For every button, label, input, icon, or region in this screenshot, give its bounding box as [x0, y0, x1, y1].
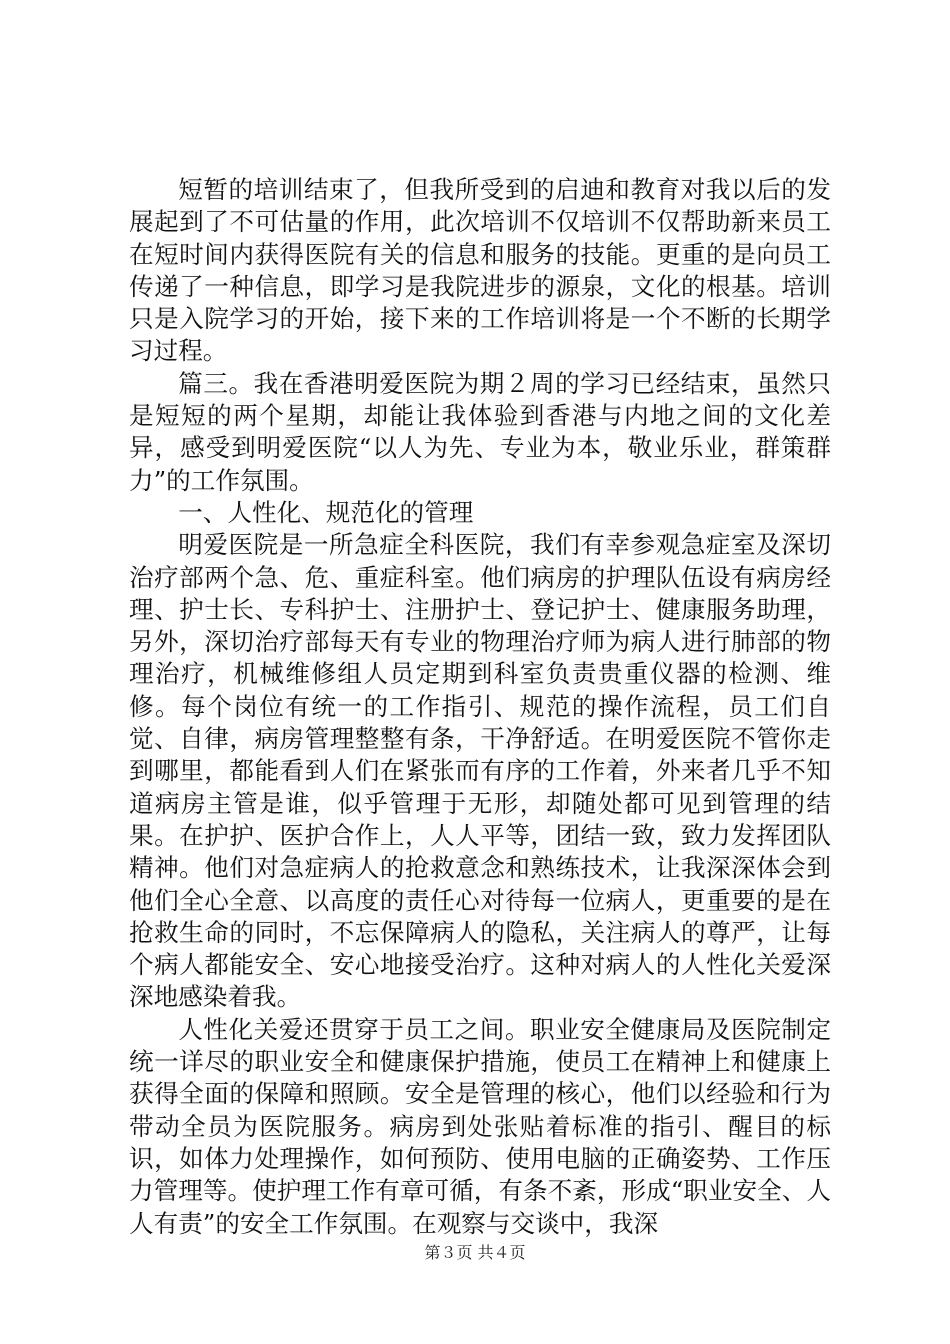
paragraph-training-summary: 短暂的培训结束了，但我所受到的启迪和教育对我以后的发展起到了不可估量的作用，此次培训不仅培训不仅帮助新来员工在短时间内获得医院有关的信息和服务的技能。更重的是向员工传递了一种信息，即学习是我院进步的源泉，文化的根基。培训只是入院学习的开始，接下来的工作培训将是一个不断的长期学习过程。 [129, 175, 831, 366]
page-footer [0, 1243, 950, 1263]
section-heading-humanized-management: 一、人性化、规范化的管理 [178, 497, 474, 527]
page-number-label: 第３页 共４页 [424, 1243, 526, 1262]
document-body [129, 174, 831, 1240]
paragraph-part-three-intro: 篇三。我在香港明爱医院为期２周的学习已经结束，虽然只是短短的两个星期，却能让我体验到香港与内地之间的文化差异，感受到明爱医院“以人为先、专业为本，敬业乐业，群策群力”的工作氛围。 [129, 368, 831, 495]
paragraph-staff-care: 人性化关爱还贯穿于员工之间。职业安全健康局及医院制定统一详尽的职业安全和健康保护措施，使员工在精神上和健康上获得全面的保障和照顾。安全是管理的核心，他们以经验和行为带动全员为医院服务。病房到处张贴着标准的指引、醒目的标识，如体力处理操作，如何预防、使用电脑的正确姿势、工作压力管理等。使护理工作有章可循，有条不紊，形成“职业安全、人人有责”的安全工作氛围。在观察与交谈中，我深 [129, 1014, 831, 1238]
paragraph-hospital-description: 明爱医院是一所急症全科医院，我们有幸参观急症室及深切治疗部两个急、危、重症科室。他们病房的护理队伍设有病房经理、护士长、专科护士、注册护士、登记护士、健康服务助理，另外，深切治疗部每天有专业的物理治疗师为病人进行肺部的物理治疗，机械维修组人员定期到科室负责贵重仪器的检测、维修。每个岗位有统一的工作指引、规范的操作流程，员工们自觉、自律，病房管理整整有条，干净舒适。在明爱医院不管你走到哪里，都能看到人们在紧张而有序的工作着，外来者几乎不知道病房主管是谁，似乎管理于无形，却随处都可见到管理的结果。在护护、医护合作上，人人平等，团结一致，致力发挥团队精神。他们对急症病人的抢救意念和熟练技术，让我深深体会到他们全心全意、以高度的责任心对待每一位病人，更重要的是在抢救生命的同时，不忘保障病人的隐私，关注病人的尊严，让每个病人都能安全、安心地接受治疗。这种对病人的人性化关爱深深地感染着我。 [129, 530, 831, 1012]
